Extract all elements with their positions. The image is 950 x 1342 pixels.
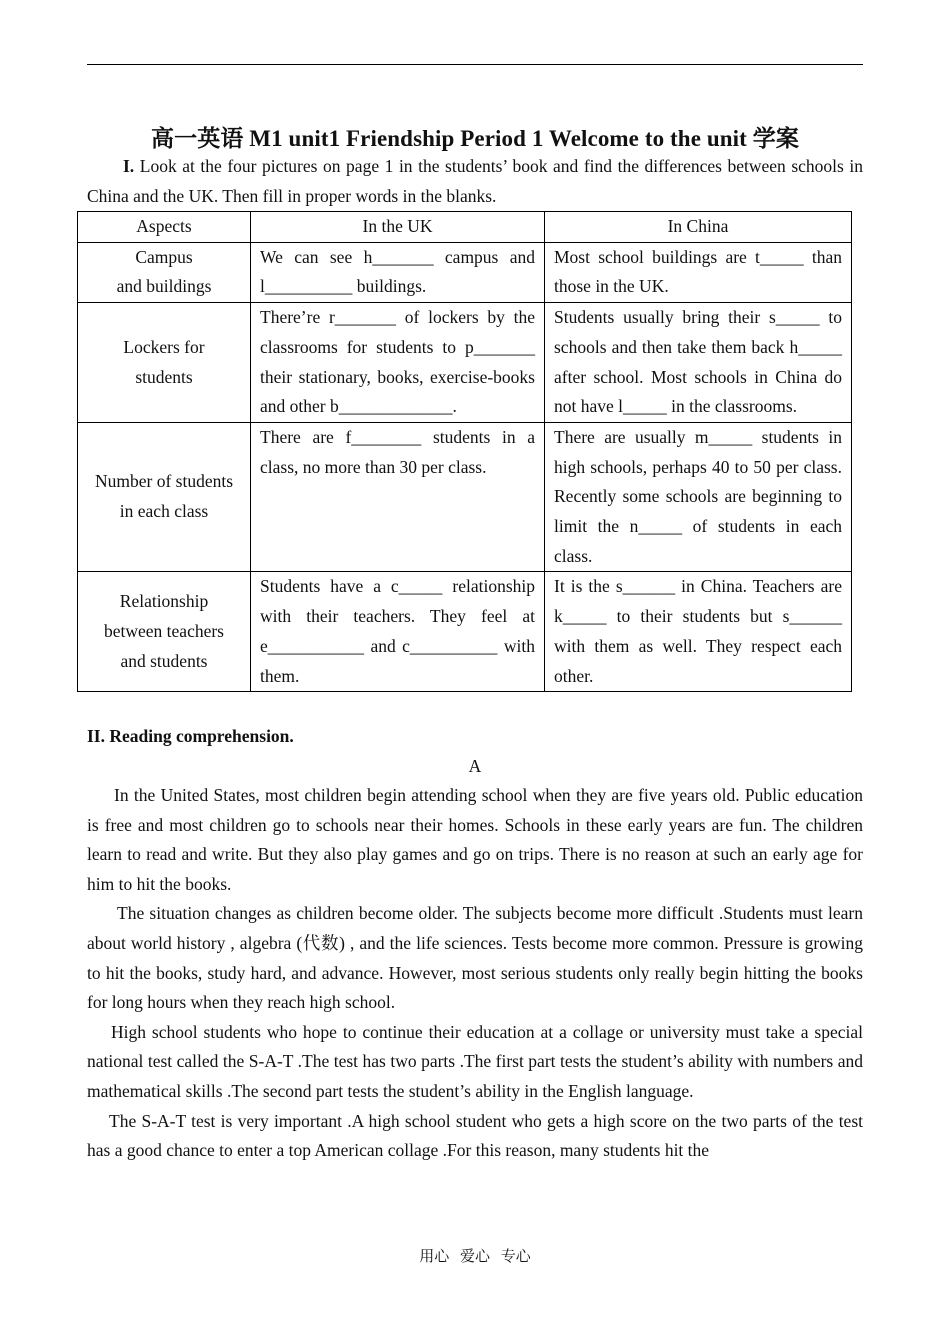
section2-heading: II. Reading comprehension. — [87, 726, 294, 746]
header-aspects: Aspects — [78, 212, 251, 243]
header-china: In China — [545, 212, 852, 243]
section1-label: I. — [123, 156, 135, 176]
page-footer: 用心 爱心 专心 — [419, 1247, 531, 1265]
aspect-cell — [78, 422, 251, 572]
aspect-line: and students — [120, 650, 208, 671]
header-uk: In the UK — [251, 212, 545, 243]
table-row — [78, 242, 852, 302]
reading-passage — [87, 781, 863, 1166]
page-title: 高一英语 M1 unit1 Friendship Period 1 Welcome to the unit 学案 — [151, 126, 799, 151]
aspect-line: Campus — [135, 246, 193, 267]
passage-letter: A — [468, 756, 482, 776]
aspect-line: Number of students — [94, 471, 234, 492]
china-cell: Most school buildings are t_____ than those in the UK. — [545, 242, 852, 302]
aspect-line: between teachers — [104, 620, 224, 641]
aspect-cell — [78, 572, 251, 692]
aspect-line: and buildings — [116, 276, 212, 297]
aspect-cell — [78, 242, 251, 302]
aspect-line: in each class — [119, 501, 209, 522]
table-row — [78, 422, 852, 572]
china-cell: It is the s______ in China. Teachers are k_____ to their students but s______ with them as well. They respect each other. — [545, 572, 852, 692]
uk-cell: We can see h_______ campus and l__________ buildings. — [251, 242, 545, 302]
table-row — [78, 303, 852, 423]
aspect-line: Relationship — [119, 591, 209, 612]
passage-paragraph: The situation changes as children become older. The subjects become more difficult .Students must learn about world history , algebra (代数) , and the life sciences. Tests become more common. Pressure is growing to hit the books, study hard, and advance. However, most serious students only really begin hitting the books for long hours when they reach high school. — [87, 903, 863, 1013]
section1-instructions — [87, 152, 863, 211]
table-row — [78, 572, 852, 692]
uk-cell: Students have a c_____ relationship with their teachers. They feel at e___________ and c__________ with them. — [251, 572, 545, 692]
uk-cell: There’re r_______ of lockers by the classrooms for students to p_______ their stationary, books, exercise-books and other b_____________. — [251, 303, 545, 423]
passage-paragraph: In the United States, most children begin attending school when they are five years old. Public education is free and most children go to schools near their homes. Schools in these early years are fun. The children learn to read and write. But they also play games and go on trips. There is no reason at such an early age for him to hit the books. — [87, 785, 863, 894]
differences-table — [77, 211, 852, 692]
table-header-row — [78, 212, 852, 243]
uk-cell: There are f________ students in a class, no more than 30 per class. — [251, 422, 545, 572]
passage-paragraph: The S-A-T test is very important .A high school student who gets a high score on the two parts of the test has a good chance to enter a top American collage .For this reason, many students hit the — [87, 1110, 863, 1161]
china-cell: There are usually m_____ students in high schools, perhaps 40 to 50 per class. Recently some schools are beginning to limit the n_____ of students in each class. — [545, 422, 852, 572]
section1-text: Look at the four pictures on page 1 in the students’ book and find the differences between schools in China and the UK. Then fill in proper words in the blanks. — [87, 156, 864, 206]
china-cell: Students usually bring their s_____ to schools and then take them back h_____ after school. Most schools in China do not have l_____ in the classrooms. — [545, 303, 852, 423]
passage-paragraph: High school students who hope to continue their education at a collage or university must take a special national test called the S-A-T .The test has two parts .The first part tests the student’s ability with numbers and mathematical skills .The second part tests the student’s ability in the English language. — [87, 1021, 863, 1101]
aspect-line: students — [135, 366, 193, 387]
aspect-cell — [78, 303, 251, 423]
aspect-line: Lockers for — [123, 336, 205, 357]
header-rule — [87, 64, 863, 65]
